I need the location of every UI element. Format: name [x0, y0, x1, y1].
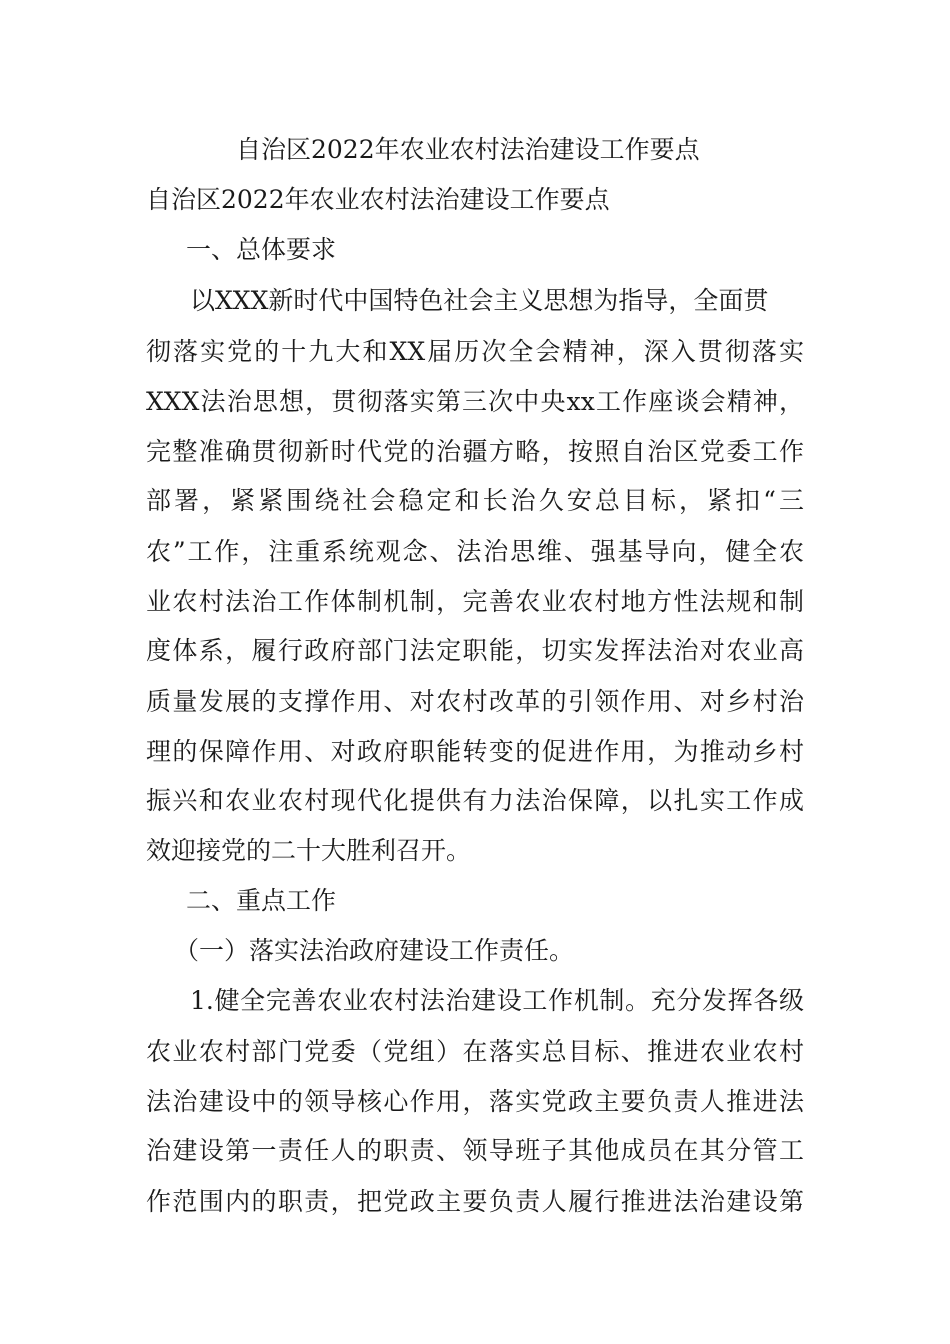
paragraph-line: 治建设第一责任人的职责、领导班子其他成员在其分管工: [146, 1136, 804, 1165]
section-heading-general-requirements: 一、总体要求: [186, 235, 337, 264]
subsection-heading: （一）落实法治政府建设工作责任。: [174, 936, 575, 965]
document-subtitle: 自治区2022年农业农村法治建设工作要点: [146, 185, 610, 214]
paragraph-line: 1.健全完善农业农村法治建设工作机制。充分发挥各级: [190, 986, 804, 1015]
paragraph-line: 部署，紧紧围绕社会稳定和长治久安总目标，紧扣“三: [146, 486, 804, 515]
paragraph-line: 法治建设中的领导核心作用，落实党政主要负责人推进法: [146, 1087, 804, 1116]
paragraph-line: 农”工作，注重系统观念、法治思维、强基导向，健全农: [146, 537, 804, 566]
paragraph-line: 业农村法治工作体制机制，完善农业农村地方性法规和制: [146, 587, 804, 616]
paragraph-line: 质量发展的支撑作用、对农村改革的引领作用、对乡村治: [146, 687, 804, 716]
paragraph-line: 振兴和农业农村现代化提供有力法治保障，以扎实工作成: [146, 786, 804, 815]
paragraph-line: 效迎接党的二十大胜利召开。: [146, 836, 472, 865]
paragraph-line: XXX法治思想，贯彻落实第三次中央xx工作座谈会精神，: [146, 387, 804, 416]
paragraph-line: 度体系，履行政府部门法定职能，切实发挥法治对农业高: [146, 636, 804, 665]
paragraph-line: 彻落实党的十九大和XX届历次全会精神，深入贯彻落实: [146, 337, 804, 366]
paragraph-line: 理的保障作用、对政府职能转变的促进作用，为推动乡村: [146, 737, 804, 766]
paragraph-line: 农业农村部门党委（党组）在落实总目标、推进农业农村: [146, 1037, 804, 1066]
document-title: 自治区2022年农业农村法治建设工作要点: [236, 135, 700, 164]
section-heading-key-work: 二、重点工作: [186, 886, 337, 915]
paragraph-line: 完整准确贯彻新时代党的治疆方略，按照自治区党委工作: [146, 437, 804, 466]
paragraph-line: 以XXX新时代中国特色社会主义思想为指导，全面贯: [190, 286, 769, 315]
paragraph-line: 作范围内的职责，把党政主要负责人履行推进法治建设第: [146, 1187, 804, 1216]
